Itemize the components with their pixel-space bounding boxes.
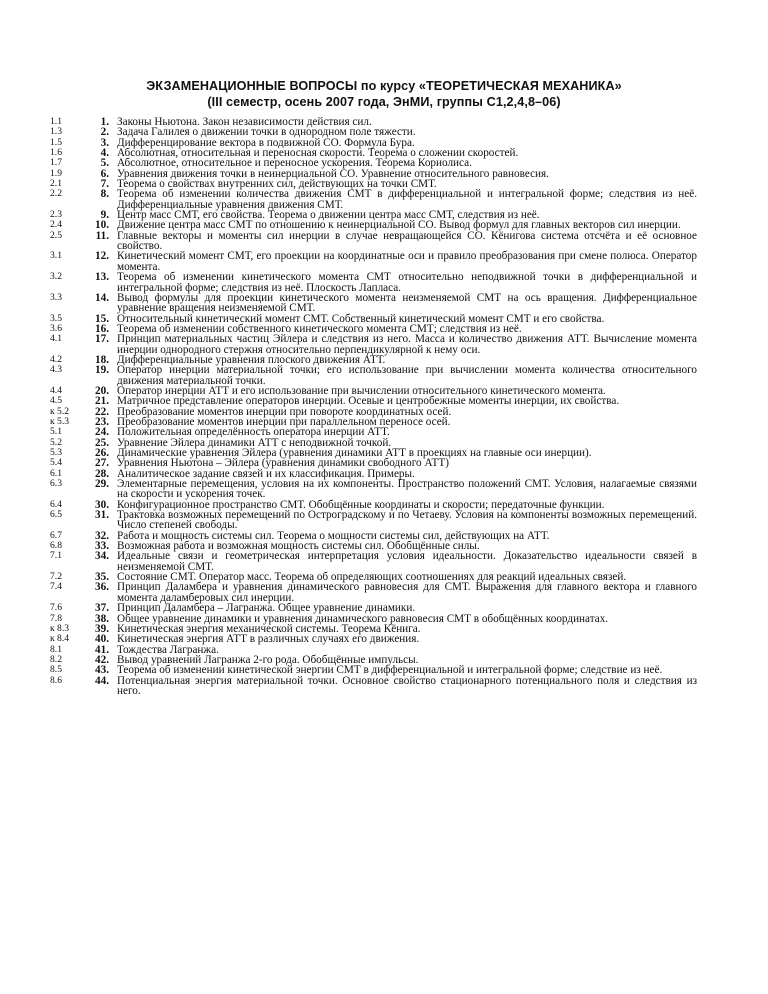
- question-text: Вывод формулы для проекции кинетического момента неизменяемой СМТ на ось вращения. Дифференциальное уравнение вращения неизменяемой СМТ.: [117, 291, 697, 315]
- section-ref: 7.1: [50, 550, 62, 562]
- section-ref: 4.2: [50, 353, 62, 365]
- question-number: 39.: [95, 622, 109, 635]
- question-number: 31.: [95, 509, 109, 522]
- question-text: Состояние СМТ. Оператор масс. Теорема об определяющих соотношениях для реакций идеальных связей.: [117, 571, 627, 584]
- question-number: 29.: [95, 478, 109, 491]
- question-item: [0, 551, 768, 572]
- question-text: Принцип материальных частиц Эйлера и следствия из него. Масса и количество движения АТТ. Вычисление момента инерции однородного стержня относительно перпендикулярной к нему оси.: [117, 333, 697, 356]
- section-ref: 1.5: [50, 136, 62, 148]
- question-number: 44.: [95, 674, 109, 687]
- section-ref: 8.1: [50, 643, 62, 655]
- section-ref: 2.2: [50, 188, 62, 200]
- question-number: 30.: [95, 498, 109, 511]
- question-text: Теорема об изменении кинетической энергии СМТ в дифференциальной и интегральной форме; следствие из неё.: [117, 664, 663, 677]
- section-ref: 8.2: [50, 653, 62, 665]
- question-number: 23.: [95, 415, 109, 428]
- question-number: 7.: [100, 178, 109, 191]
- question-item: [0, 582, 768, 603]
- question-item: [0, 365, 768, 386]
- section-ref: 3.5: [50, 312, 62, 324]
- question-number: 27.: [95, 457, 109, 470]
- question-text: Абсолютное, относительное и переносное ускорения. Теорема Кориолиса.: [117, 157, 472, 170]
- section-ref: 4.4: [50, 384, 62, 396]
- question-text: Динамические уравнения Эйлера (уравнения динамики АТТ в проекциях на главные оси инерции).: [117, 447, 592, 459]
- question-number: 26.: [95, 447, 109, 459]
- section-ref: 2.3: [50, 209, 62, 221]
- section-ref: 6.7: [50, 529, 62, 541]
- question-text: Задача Галилея о движении точки в однородном поле тяжести.: [117, 126, 416, 139]
- question-text: Трактовка возможных перемещений по Остроградскому и по Четаеву. Условия на компоненты возможных перемещений. Число степеней свободы.: [117, 509, 697, 532]
- question-item: [0, 251, 768, 272]
- section-ref: 6.8: [50, 540, 62, 552]
- question-number: 36.: [95, 581, 109, 594]
- question-item: [0, 634, 768, 644]
- question-text: Законы Ньютона. Закон независимости действия сил.: [117, 116, 372, 128]
- section-ref: 3.1: [50, 250, 62, 262]
- section-ref: 4.5: [50, 395, 62, 407]
- question-number: 12.: [95, 250, 109, 263]
- question-text: Элементарные перемещения, условия на их компоненты. Пространство положений СМТ. Условия, налагаемые связями на скорости и ускорения точек.: [117, 478, 697, 501]
- section-ref: 4.3: [50, 364, 62, 376]
- question-text: Конфигурационное пространство СМТ. Обобщённые координаты и скорости; передаточные функции.: [117, 498, 605, 511]
- question-number: 6.: [100, 167, 109, 180]
- question-number: 28.: [95, 467, 109, 480]
- question-number: 19.: [95, 364, 109, 377]
- question-text: Абсолютная, относительная и переносная скорости. Теорема о сложении скоростей.: [117, 147, 519, 160]
- question-number: 20.: [95, 384, 109, 397]
- question-text: Кинетический момент СМТ, его проекции на координатные оси и правило преобразования при смене полюса. Оператор момента.: [117, 250, 697, 273]
- question-text: Теорема об изменении кинетического момента СМТ относительно неподвижной точки в дифференциальной и интегральной форме; следствия из неё. Плоскость Лапласа.: [117, 271, 697, 294]
- question-text: Преобразование моментов инерции при повороте координатных осей.: [117, 405, 452, 418]
- question-text: Общее уравнение динамики и уравнения динамического равновесия СМТ в обобщённых координатах.: [117, 612, 609, 625]
- question-item: [0, 334, 768, 355]
- question-number: 33.: [95, 540, 109, 553]
- section-ref: к 5.2: [50, 405, 70, 417]
- section-ref: 8.6: [50, 674, 62, 686]
- question-text: Потенциальная энергия материальной точки. Основное свойство стационарного потенциального поля и следствия из него.: [117, 674, 697, 697]
- document-subtitle: (III семестр, осень 2007 года, ЭнМИ, группы С1,2,4,8–06): [207, 95, 561, 109]
- section-ref: 8.5: [50, 664, 62, 676]
- question-text: Работа и мощность системы сил. Теорема о мощности системы сил, действующих на АТТ.: [117, 529, 550, 542]
- question-number: 15.: [95, 312, 109, 325]
- question-text: Дифференцирование вектора в подвижной СО. Формула Бура.: [117, 136, 415, 149]
- section-ref: 7.4: [50, 581, 62, 593]
- question-text: Матричное представление операторов инерции. Осевые и центробежные моменты инерции, их свойства.: [117, 395, 620, 408]
- question-number: 35.: [95, 571, 109, 584]
- question-number: 11.: [95, 229, 109, 242]
- question-text: Дифференциальные уравнения плоского движения АТТ.: [117, 353, 386, 366]
- section-ref: 6.1: [50, 467, 62, 479]
- question-text: Теорема об изменении количества движения СМТ в дифференциальной и интегральной форме; следствия из неё. Дифференциальные уравнения движения СМТ.: [117, 188, 697, 211]
- question-text: Возможная работа и возможная мощность системы сил. Обобщённые силы.: [117, 540, 480, 553]
- section-ref: 6.5: [50, 509, 62, 521]
- question-text: Уравнения Ньютона – Эйлера (уравнения динамики свободного АТТ): [117, 457, 449, 470]
- question-text: Положительная определённость оператора инерции АТТ.: [117, 426, 390, 439]
- question-text: Вывод уравнений Лагранжа 2-го рода. Обобщённые импульсы.: [117, 653, 419, 666]
- question-number: 38.: [95, 612, 109, 625]
- section-ref: 1.9: [50, 167, 62, 179]
- question-text: Кинетическая энергия АТТ в различных случаях его движения.: [117, 633, 420, 646]
- question-number: 4.: [100, 147, 109, 160]
- section-ref: 3.6: [50, 322, 62, 334]
- question-number: 32.: [95, 529, 109, 542]
- section-ref: 7.2: [50, 571, 62, 583]
- question-number: 21.: [95, 395, 109, 408]
- section-ref: 6.3: [50, 478, 62, 490]
- question-text: Оператор инерции АТТ и его использование при вычислении относительного кинетического момента.: [117, 384, 606, 397]
- question-number: 9.: [100, 209, 109, 222]
- question-number: 37.: [95, 602, 109, 615]
- question-text: Принцип Даламбера – Лагранжа. Общее уравнение динамики.: [117, 602, 416, 615]
- question-text: Преобразование моментов инерции при параллельном переносе осей.: [117, 415, 451, 428]
- question-item: [0, 603, 768, 613]
- section-ref: 5.3: [50, 447, 62, 458]
- document-title: ЭКЗАМЕНАЦИОННЫЕ ВОПРОСЫ по курсу «ТЕОРЕТИЧЕСКАЯ МЕХАНИКА»: [146, 79, 622, 93]
- question-number: 18.: [95, 353, 109, 366]
- question-number: 1.: [100, 116, 109, 128]
- question-number: 3.: [100, 136, 109, 149]
- question-text: Уравнение Эйлера динамики АТТ с неподвижной точкой.: [117, 436, 392, 449]
- section-ref: 3.3: [50, 291, 62, 303]
- section-ref: 1.1: [50, 116, 62, 127]
- question-item: [0, 231, 768, 252]
- question-item: [0, 676, 768, 697]
- question-text: Идеальные связи и геометрическая интерпретация условия идеальности. Доказательство идеальности связей в неизменяемой СМТ.: [117, 550, 697, 573]
- question-text: Оператор инерции материальной точки; его использование при вычислении момента количества относительного движения материальной точки.: [117, 364, 697, 387]
- question-number: 5.: [100, 157, 109, 170]
- question-number: 41.: [95, 643, 109, 656]
- section-ref: 7.8: [50, 612, 62, 624]
- question-number: 22.: [95, 405, 109, 418]
- question-text: Принцип Даламбера и уравнения динамического равновесия для СМТ. Выражения для главного вектора и главного момента даламберовых сил инерции.: [117, 581, 697, 604]
- question-number: 14.: [95, 291, 109, 304]
- question-number: 25.: [95, 436, 109, 449]
- question-number: 24.: [95, 426, 109, 439]
- question-number: 2.: [100, 126, 109, 139]
- section-ref: 5.4: [50, 457, 62, 469]
- question-item: [0, 665, 768, 675]
- question-text: Теорема об изменении собственного кинетического момента СМТ; следствия из неё.: [117, 322, 522, 335]
- question-number: 34.: [95, 550, 109, 563]
- section-ref: 2.1: [50, 178, 62, 190]
- section-ref: к 5.3: [50, 415, 70, 427]
- section-ref: 2.5: [50, 229, 62, 241]
- question-text: Теорема о свойствах внутренних сил, действующих на точки СМТ.: [117, 178, 437, 191]
- question-list: [0, 117, 768, 696]
- question-text: Аналитическое задание связей и их классификация. Примеры.: [117, 467, 415, 480]
- section-ref: 3.2: [50, 271, 62, 283]
- question-number: 10.: [95, 219, 109, 232]
- question-text: Относительный кинетический момент СМТ. Собственный кинетический момент СМТ и его свойства.: [117, 312, 605, 325]
- section-ref: к 8.4: [50, 633, 70, 645]
- question-text: Движение центра масс СМТ по отношению к неинерциальной СО. Вывод формул для главных векторов сил инерции.: [117, 219, 681, 232]
- question-number: 13.: [95, 271, 109, 284]
- question-number: 43.: [95, 664, 109, 677]
- question-number: 16.: [95, 322, 109, 335]
- question-number: 8.: [100, 188, 109, 201]
- section-ref: 4.1: [50, 333, 62, 345]
- section-ref: 5.1: [50, 426, 62, 438]
- question-text: Уравнения движения точки в неинерциальной СО. Уравнение относительного равновесия.: [117, 167, 549, 180]
- question-number: 42.: [95, 653, 109, 666]
- section-ref: 1.6: [50, 147, 62, 159]
- question-text: Центр масс СМТ, его свойства. Теорема о движении центра масс СМТ, следствия из неё.: [117, 209, 540, 222]
- section-ref: к 8.3: [50, 622, 70, 634]
- section-ref: 6.4: [50, 498, 62, 510]
- question-text: Кинетическая энергия механической системы. Теорема Кёнига.: [117, 622, 421, 635]
- section-ref: 2.4: [50, 219, 62, 231]
- section-ref: 1.7: [50, 157, 62, 169]
- question-text: Тождества Лагранжа.: [117, 643, 219, 656]
- section-ref: 7.6: [50, 602, 62, 614]
- section-ref: 1.3: [50, 126, 62, 138]
- question-item: [0, 189, 768, 210]
- section-ref: 5.2: [50, 436, 62, 448]
- question-item: [0, 479, 768, 500]
- question-item: [0, 293, 768, 314]
- question-text: Главные векторы и моменты сил инерции в случае невращающейся СО. Кёнигова система отсчёта и её основное свойство.: [117, 229, 697, 253]
- question-item: [0, 510, 768, 531]
- question-item: [0, 272, 768, 293]
- question-number: 17.: [95, 333, 109, 346]
- question-number: 40.: [95, 633, 109, 646]
